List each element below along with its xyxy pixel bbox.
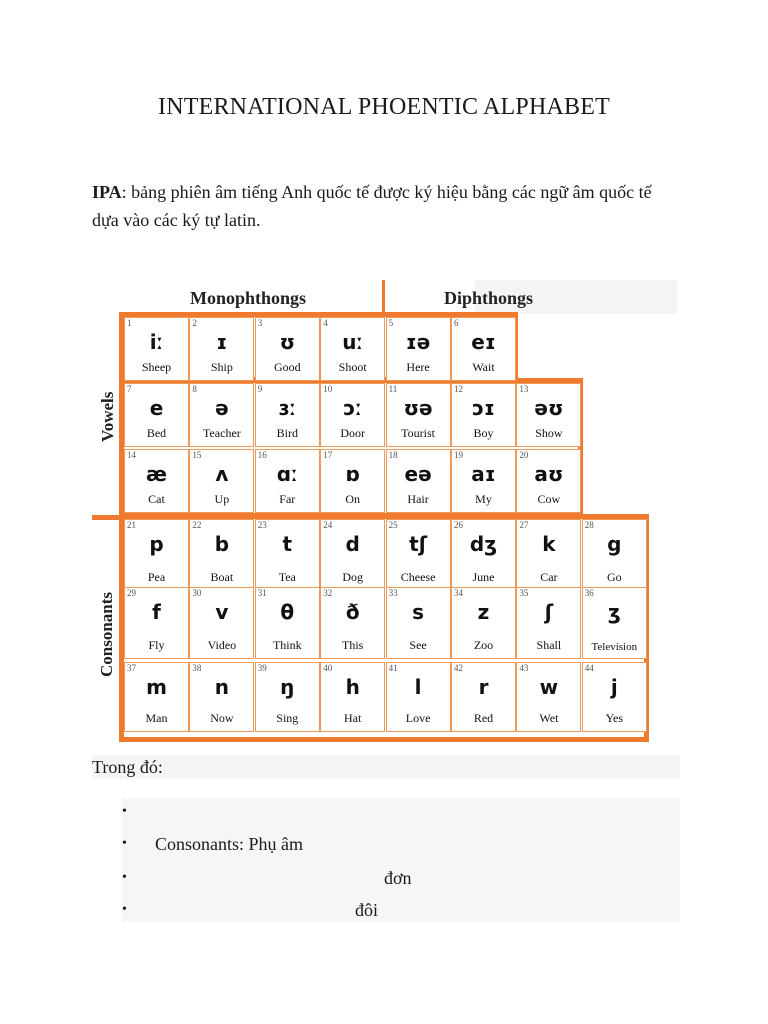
intro-text: : bảng phiên âm tiếng Anh quốc tế được ký hiệu bằng các ngữ âm quốc tế dựa vào các ký tự latin. (92, 182, 652, 230)
cell-number: 4 (323, 318, 328, 328)
ipa-symbol: iː (149, 330, 164, 354)
example-word: Up (214, 492, 230, 506)
ipa-cell (386, 383, 451, 447)
ipa-symbol: eɪ (471, 330, 496, 354)
ipa-cell (255, 449, 320, 513)
ipa-cell (255, 587, 320, 659)
example-word: Yes (605, 711, 624, 725)
example-word: This (342, 638, 364, 652)
ipa-cell (386, 662, 451, 732)
example-word: Far (279, 492, 296, 506)
example-word: Shall (536, 638, 562, 652)
monophthongs-header: Monophthongs (190, 288, 307, 308)
ipa-symbol: b (214, 532, 230, 556)
example-word: Car (540, 570, 558, 584)
ipa-symbol: e (149, 396, 164, 420)
ipa-cell (451, 587, 516, 659)
ipa-symbol: ʌ (215, 462, 229, 486)
ipa-symbol: eə (404, 462, 432, 486)
ipa-symbol: t (282, 532, 293, 556)
example-word: Teacher (202, 426, 241, 440)
example-word: Wet (539, 711, 559, 725)
ipa-cell (320, 587, 385, 659)
ipa-symbol: ʒ (607, 600, 621, 624)
cell-number: 41 (388, 663, 398, 673)
ipa-cell (124, 662, 189, 732)
ipa-symbol: ʊ (279, 330, 296, 354)
ipa-cell (255, 383, 320, 447)
ipa-symbol: m (146, 675, 167, 699)
ipa-cell (124, 449, 189, 513)
ipa-symbol: ɔɪ (472, 396, 495, 420)
example-word: Cat (148, 492, 165, 506)
bullet-dot: • (122, 836, 127, 851)
cell-number: 23 (257, 520, 267, 530)
ipa-cell (124, 519, 189, 591)
cell-number: 22 (192, 520, 202, 530)
example-word: Bird (276, 426, 298, 440)
cell-number: 15 (192, 450, 202, 460)
ipa-cell (582, 587, 647, 659)
ipa-symbol: d (345, 532, 360, 556)
cell-number: 34 (454, 588, 463, 598)
ipa-cell (124, 317, 189, 381)
ipa-cell (386, 449, 451, 513)
cell-number: 14 (127, 450, 136, 460)
ipa-symbol: əʊ (534, 396, 564, 420)
cell-number: 16 (257, 450, 267, 460)
ipa-symbol: uː (342, 330, 364, 354)
ipa-cell (320, 317, 385, 381)
example-word: Zoo (473, 638, 494, 652)
cell-number: 20 (519, 450, 529, 460)
ipa-symbol: ɜː (278, 396, 297, 420)
ipa-symbol: l (414, 675, 422, 699)
cell-number: 18 (388, 450, 398, 460)
cell-number: 39 (257, 663, 267, 673)
cell-number: 27 (519, 520, 529, 530)
cell-number: 10 (323, 384, 333, 394)
cell-number: 17 (323, 450, 333, 460)
cell-number: 42 (454, 663, 463, 673)
cell-number: 31 (257, 588, 267, 598)
ipa-symbol: aʊ (534, 462, 564, 486)
example-word: Dog (342, 570, 364, 584)
ipa-cell (320, 519, 385, 591)
example-word: Door (340, 426, 366, 440)
example-word: Television (591, 641, 638, 653)
example-word: Now (210, 711, 234, 725)
ipa-cell (189, 519, 254, 591)
ipa-symbol: h (345, 675, 360, 699)
ipa-cell (386, 317, 451, 381)
ipa-cell (255, 317, 320, 381)
cell-number: 36 (584, 588, 594, 598)
ipa-cell (516, 449, 581, 513)
example-word: Video (207, 638, 237, 652)
example-word: Here (406, 360, 430, 374)
bullet-dot: • (122, 804, 127, 819)
cell-number: 40 (323, 663, 333, 673)
ipa-cell (189, 587, 254, 659)
ipa-symbol: p (149, 532, 164, 556)
ipa-cell (451, 449, 516, 513)
example-word: Love (405, 711, 431, 725)
example-word: Shoot (338, 360, 367, 374)
ipa-symbol: k (542, 532, 556, 556)
example-word: Bed (146, 426, 167, 440)
ipa-cell (124, 587, 189, 659)
ipa-symbol: ɒ (345, 462, 360, 486)
example-word: Boat (210, 570, 234, 584)
cell-number: 5 (388, 318, 394, 328)
intro-term: IPA (92, 182, 122, 202)
example-word: Cow (537, 492, 561, 506)
cell-number: 29 (127, 588, 136, 598)
intro-paragraph (92, 178, 682, 234)
ipa-symbol: ɑː (276, 462, 298, 486)
section-divider (92, 515, 122, 520)
page-title: INTERNATIONAL PHOENTIC ALPHABET (158, 94, 610, 120)
ipa-symbol: ɪ (216, 330, 228, 354)
example-word: Boy (473, 426, 494, 440)
ipa-symbol: ə (215, 396, 229, 420)
example-word: Good (273, 360, 301, 374)
cell-number: 12 (454, 384, 463, 394)
ipa-cell (320, 449, 385, 513)
ipa-cell (189, 383, 254, 447)
ipa-symbol: v (215, 600, 229, 624)
bullet-item-3: đơn (384, 868, 412, 888)
vowels-label: Vowels (98, 391, 117, 442)
ipa-cell (451, 519, 516, 591)
example-word: Fly (148, 638, 165, 652)
cell-number: 2 (192, 318, 197, 328)
cell-number: 32 (323, 588, 333, 598)
bullet-list (122, 798, 680, 922)
ipa-cell (451, 662, 516, 732)
example-word: My (475, 492, 492, 506)
bullet-item-4: đôi (355, 900, 379, 920)
cell-number: 33 (388, 588, 398, 598)
ipa-symbol: ʊə (403, 396, 433, 420)
ipa-cell (189, 317, 254, 381)
ipa-symbol: ɔː (343, 396, 362, 420)
ipa-cell (320, 383, 385, 447)
ipa-symbol: j (610, 675, 618, 699)
ipa-chart (92, 280, 677, 742)
ipa-cell (320, 662, 385, 732)
ipa-symbol: ð (345, 600, 360, 624)
ipa-cell (386, 587, 451, 659)
cell-number: 13 (519, 384, 529, 394)
ipa-symbol: s (412, 600, 425, 624)
cell-number: 26 (454, 520, 463, 530)
cell-number: 28 (584, 520, 594, 530)
cell-number: 43 (519, 663, 529, 673)
cell-number: 3 (257, 318, 263, 328)
example-word: Hat (344, 711, 362, 725)
ipa-cell (124, 383, 189, 447)
ipa-symbol: f (152, 600, 161, 624)
ipa-symbol: r (478, 675, 489, 699)
ipa-symbol: tʃ (409, 532, 428, 556)
cell-number: 7 (127, 384, 132, 394)
ipa-cell (451, 317, 516, 381)
ipa-symbol: æ (146, 462, 167, 486)
cell-number: 30 (192, 588, 202, 598)
cell-number: 44 (584, 663, 594, 673)
consonants-label: Consonants (97, 591, 116, 677)
ipa-cell (582, 519, 647, 591)
example-word: See (409, 638, 427, 652)
ipa-symbol: g (607, 532, 622, 556)
ipa-symbol: aɪ (471, 462, 496, 486)
example-word: June (472, 570, 495, 584)
example-word: Hair (407, 492, 429, 506)
cell-number: 6 (454, 318, 459, 328)
cell-number: 25 (388, 520, 398, 530)
cell-number: 19 (454, 450, 463, 460)
trong-do-label: Trong đó: (92, 755, 680, 779)
example-word: Pea (147, 570, 166, 584)
ipa-cell (582, 662, 647, 732)
cell-number: 37 (127, 663, 136, 673)
cell-number: 1 (127, 318, 132, 328)
example-word: Man (145, 711, 168, 725)
example-word: Wait (472, 360, 495, 374)
bullet-dot: • (122, 902, 127, 917)
ipa-cell (255, 519, 320, 591)
ipa-cell (451, 383, 516, 447)
ipa-cell (516, 662, 581, 732)
ipa-cell (516, 519, 581, 591)
diphthongs-header: Diphthongs (444, 288, 534, 308)
example-word: Show (535, 426, 563, 440)
ipa-symbol: ŋ (280, 675, 295, 699)
cell-number: 8 (192, 384, 197, 394)
cell-number: 9 (257, 384, 263, 394)
ipa-cell (516, 587, 581, 659)
ipa-cell (386, 519, 451, 591)
ipa-symbol: θ (280, 600, 295, 624)
ipa-symbol: w (539, 675, 559, 699)
ipa-symbol: ɪə (405, 330, 431, 354)
ipa-cell (516, 383, 581, 447)
ipa-symbol: ʃ (544, 600, 554, 624)
bullet-dot: • (122, 870, 127, 885)
example-word: Ship (210, 360, 233, 374)
ipa-cell (255, 662, 320, 732)
example-word: Go (606, 570, 622, 584)
ipa-symbol: dʒ (469, 532, 498, 556)
example-word: Think (272, 638, 302, 652)
example-word: Sheep (141, 360, 172, 374)
example-word: Cheese (400, 570, 436, 584)
ipa-symbol: n (214, 675, 230, 699)
ipa-cell (189, 662, 254, 732)
cell-number: 11 (388, 384, 398, 394)
ipa-cell (189, 449, 254, 513)
example-word: Tea (278, 570, 296, 584)
example-word: On (345, 492, 361, 506)
example-word: Red (473, 711, 494, 725)
cell-number: 35 (519, 588, 529, 598)
cell-number: 38 (192, 663, 202, 673)
cell-number: 24 (323, 520, 333, 530)
cell-number: 21 (127, 520, 136, 530)
ipa-symbol: z (477, 600, 490, 624)
example-word: Tourist (401, 426, 435, 440)
bullet-item-2: Consonants: Phụ âm (155, 834, 304, 854)
example-word: Sing (276, 711, 299, 725)
